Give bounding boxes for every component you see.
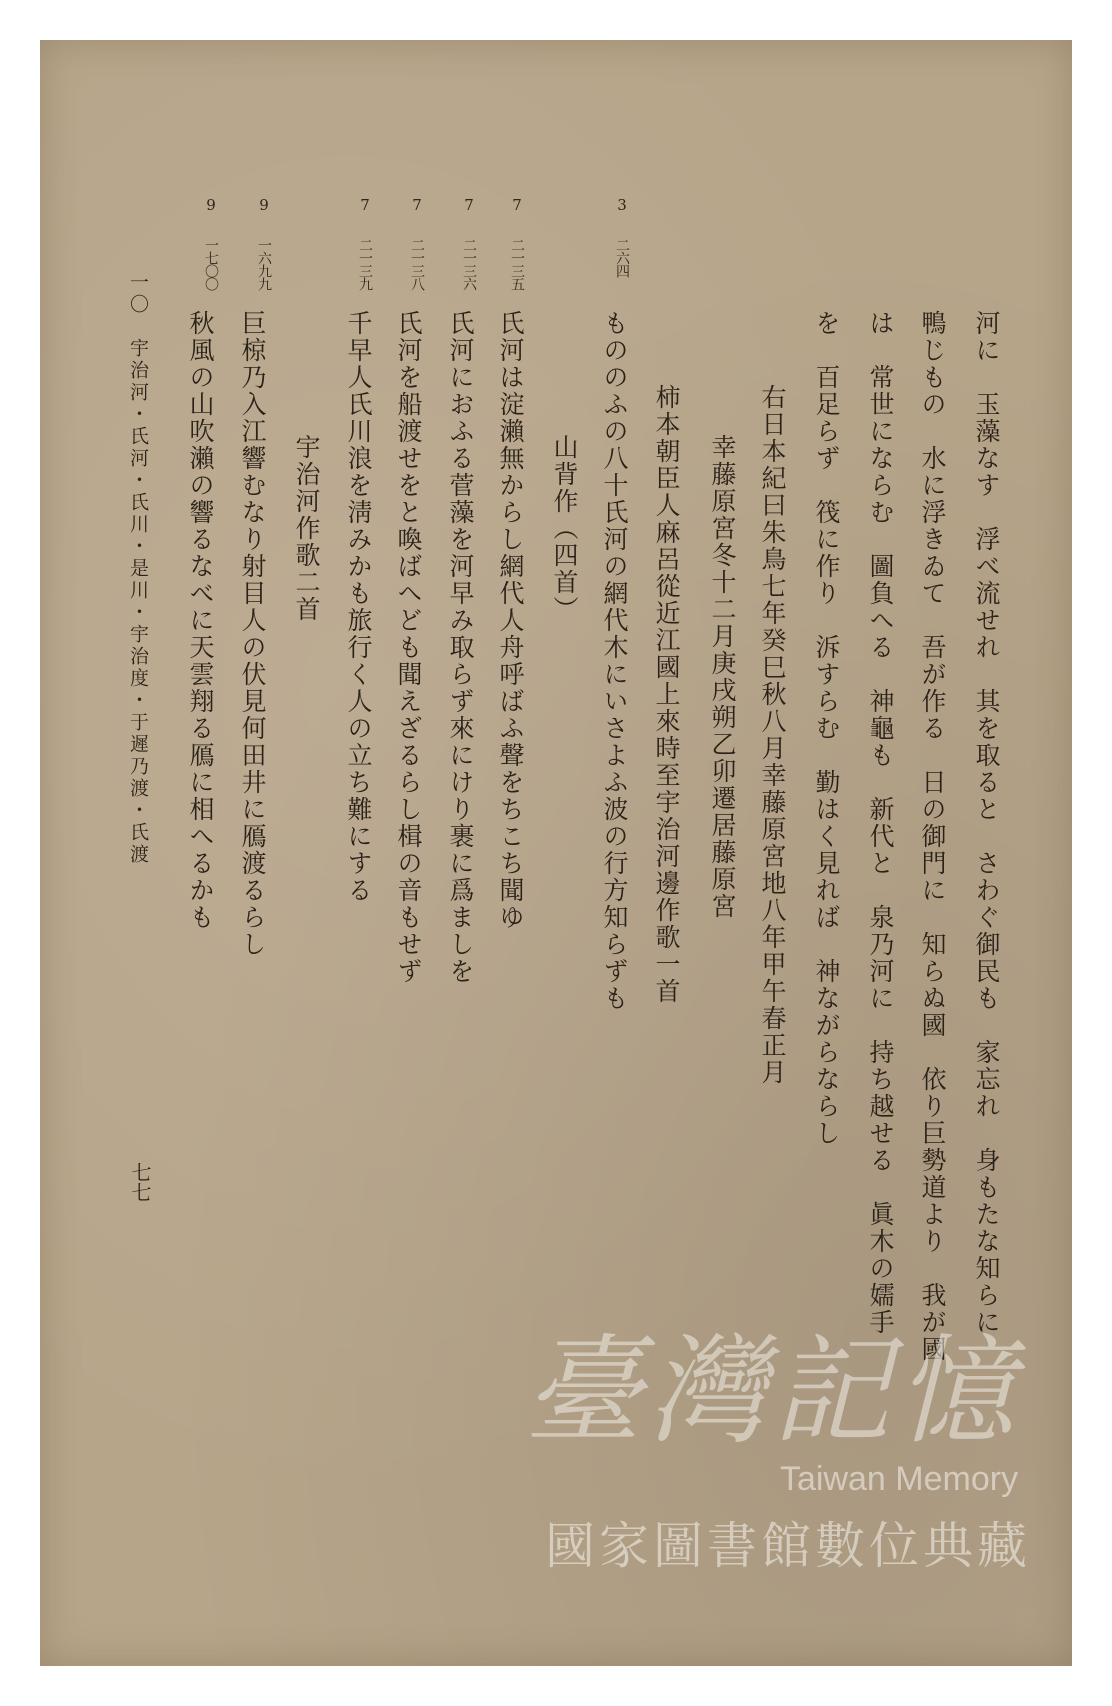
poem-1699-volume: 9 (255, 196, 273, 214)
book-page (40, 40, 1072, 1666)
poem-268-number: 二一三八 (409, 238, 425, 290)
poem-266-volume: 7 (460, 196, 478, 214)
poem-268-text: 氏河を船渡せをと喚ばへども聞えざるらし楫の音もせず (394, 310, 423, 985)
poem-264-volume: 3 (613, 196, 631, 214)
body-line-4: を 百足らず 筏に作り 泝すらむ 勤はく見れば 神ながらならし (812, 310, 841, 1147)
poem-269-volume: 7 (356, 196, 374, 214)
poem-266-number: 二一三六 (461, 238, 477, 290)
poem-265-text: 氏河は淀瀨無からし網代人舟呼ばふ聲をちこち聞ゆ (496, 310, 525, 931)
watermark-institution: 國家圖書館數位典藏 (545, 1517, 1031, 1575)
body-line-2: 鴨じもの 水に浮きゐて 吾が作る 日の御門に 知らぬ國 依り巨勢道より 我が國 (918, 310, 947, 1363)
poem-269-number: 二一三九 (357, 238, 373, 290)
poem-1699-number: 一六九九 (256, 238, 272, 290)
heading-hitomaro: 柿本朝臣人麻呂從近江國上來時至宇治河邊作歌一首 (652, 384, 681, 1005)
poem-266-text: 氏河におふる菅藻を河早み取らず來にけり裹に爲ましを (446, 310, 475, 985)
body-line-1: 河に 玉藻なす 浮べ流せれ 其を取ると さわぐ御民も 家忘れ 身もたな知らに (972, 310, 1001, 1336)
heading-yamashiro: 山背作（四首） (550, 434, 579, 623)
poem-1700-volume: 9 (202, 196, 220, 214)
footer-place-names: 一〇 宇治河・氏河・氏川・是川・宇治度・于遲乃渡・氏渡 (127, 272, 149, 866)
page-number: 七七 (128, 1162, 152, 1202)
poem-1700-text: 秋風の山吹瀨の響るなべに天雲翔る鴈に相へるかも (186, 310, 215, 931)
body-line-3: は 常世にならむ 圖負へる 神龜も 新代と 泉乃河に 持ち越せる 眞木の嬬手 (866, 310, 895, 1336)
poem-269-text: 千早人氏川浪を淸みかも旅行く人の立ち難にする (344, 310, 373, 904)
poem-1699-text: 巨椋乃入江響むなり射目人の伏見何田井に鴈渡るらし (238, 310, 267, 958)
poem-265-volume: 7 (508, 196, 526, 214)
poem-264-text: もののふの八十氏河の網代木にいさよふ波の行方知らずも (600, 310, 629, 1012)
poem-265-number: 二一三五 (509, 238, 525, 290)
heading-uji-river: 宇治河作歌二首 (292, 434, 321, 623)
watermark-english: Taiwan Memory (780, 1460, 1019, 1498)
poem-264-number: 二六四 (614, 238, 630, 277)
poem-268-volume: 7 (408, 196, 426, 214)
watermark-logo: 臺灣記憶 (524, 1322, 1021, 1460)
poem-1700-number: 一七〇〇 (203, 238, 219, 290)
note-line-2: 幸藤原宮冬十二月庚戌朔乙卯遷居藤原宮 (708, 434, 737, 920)
note-line-1: 右日本紀曰朱鳥七年癸巳秋八月幸藤原宮地八年甲午春正月 (758, 384, 787, 1086)
